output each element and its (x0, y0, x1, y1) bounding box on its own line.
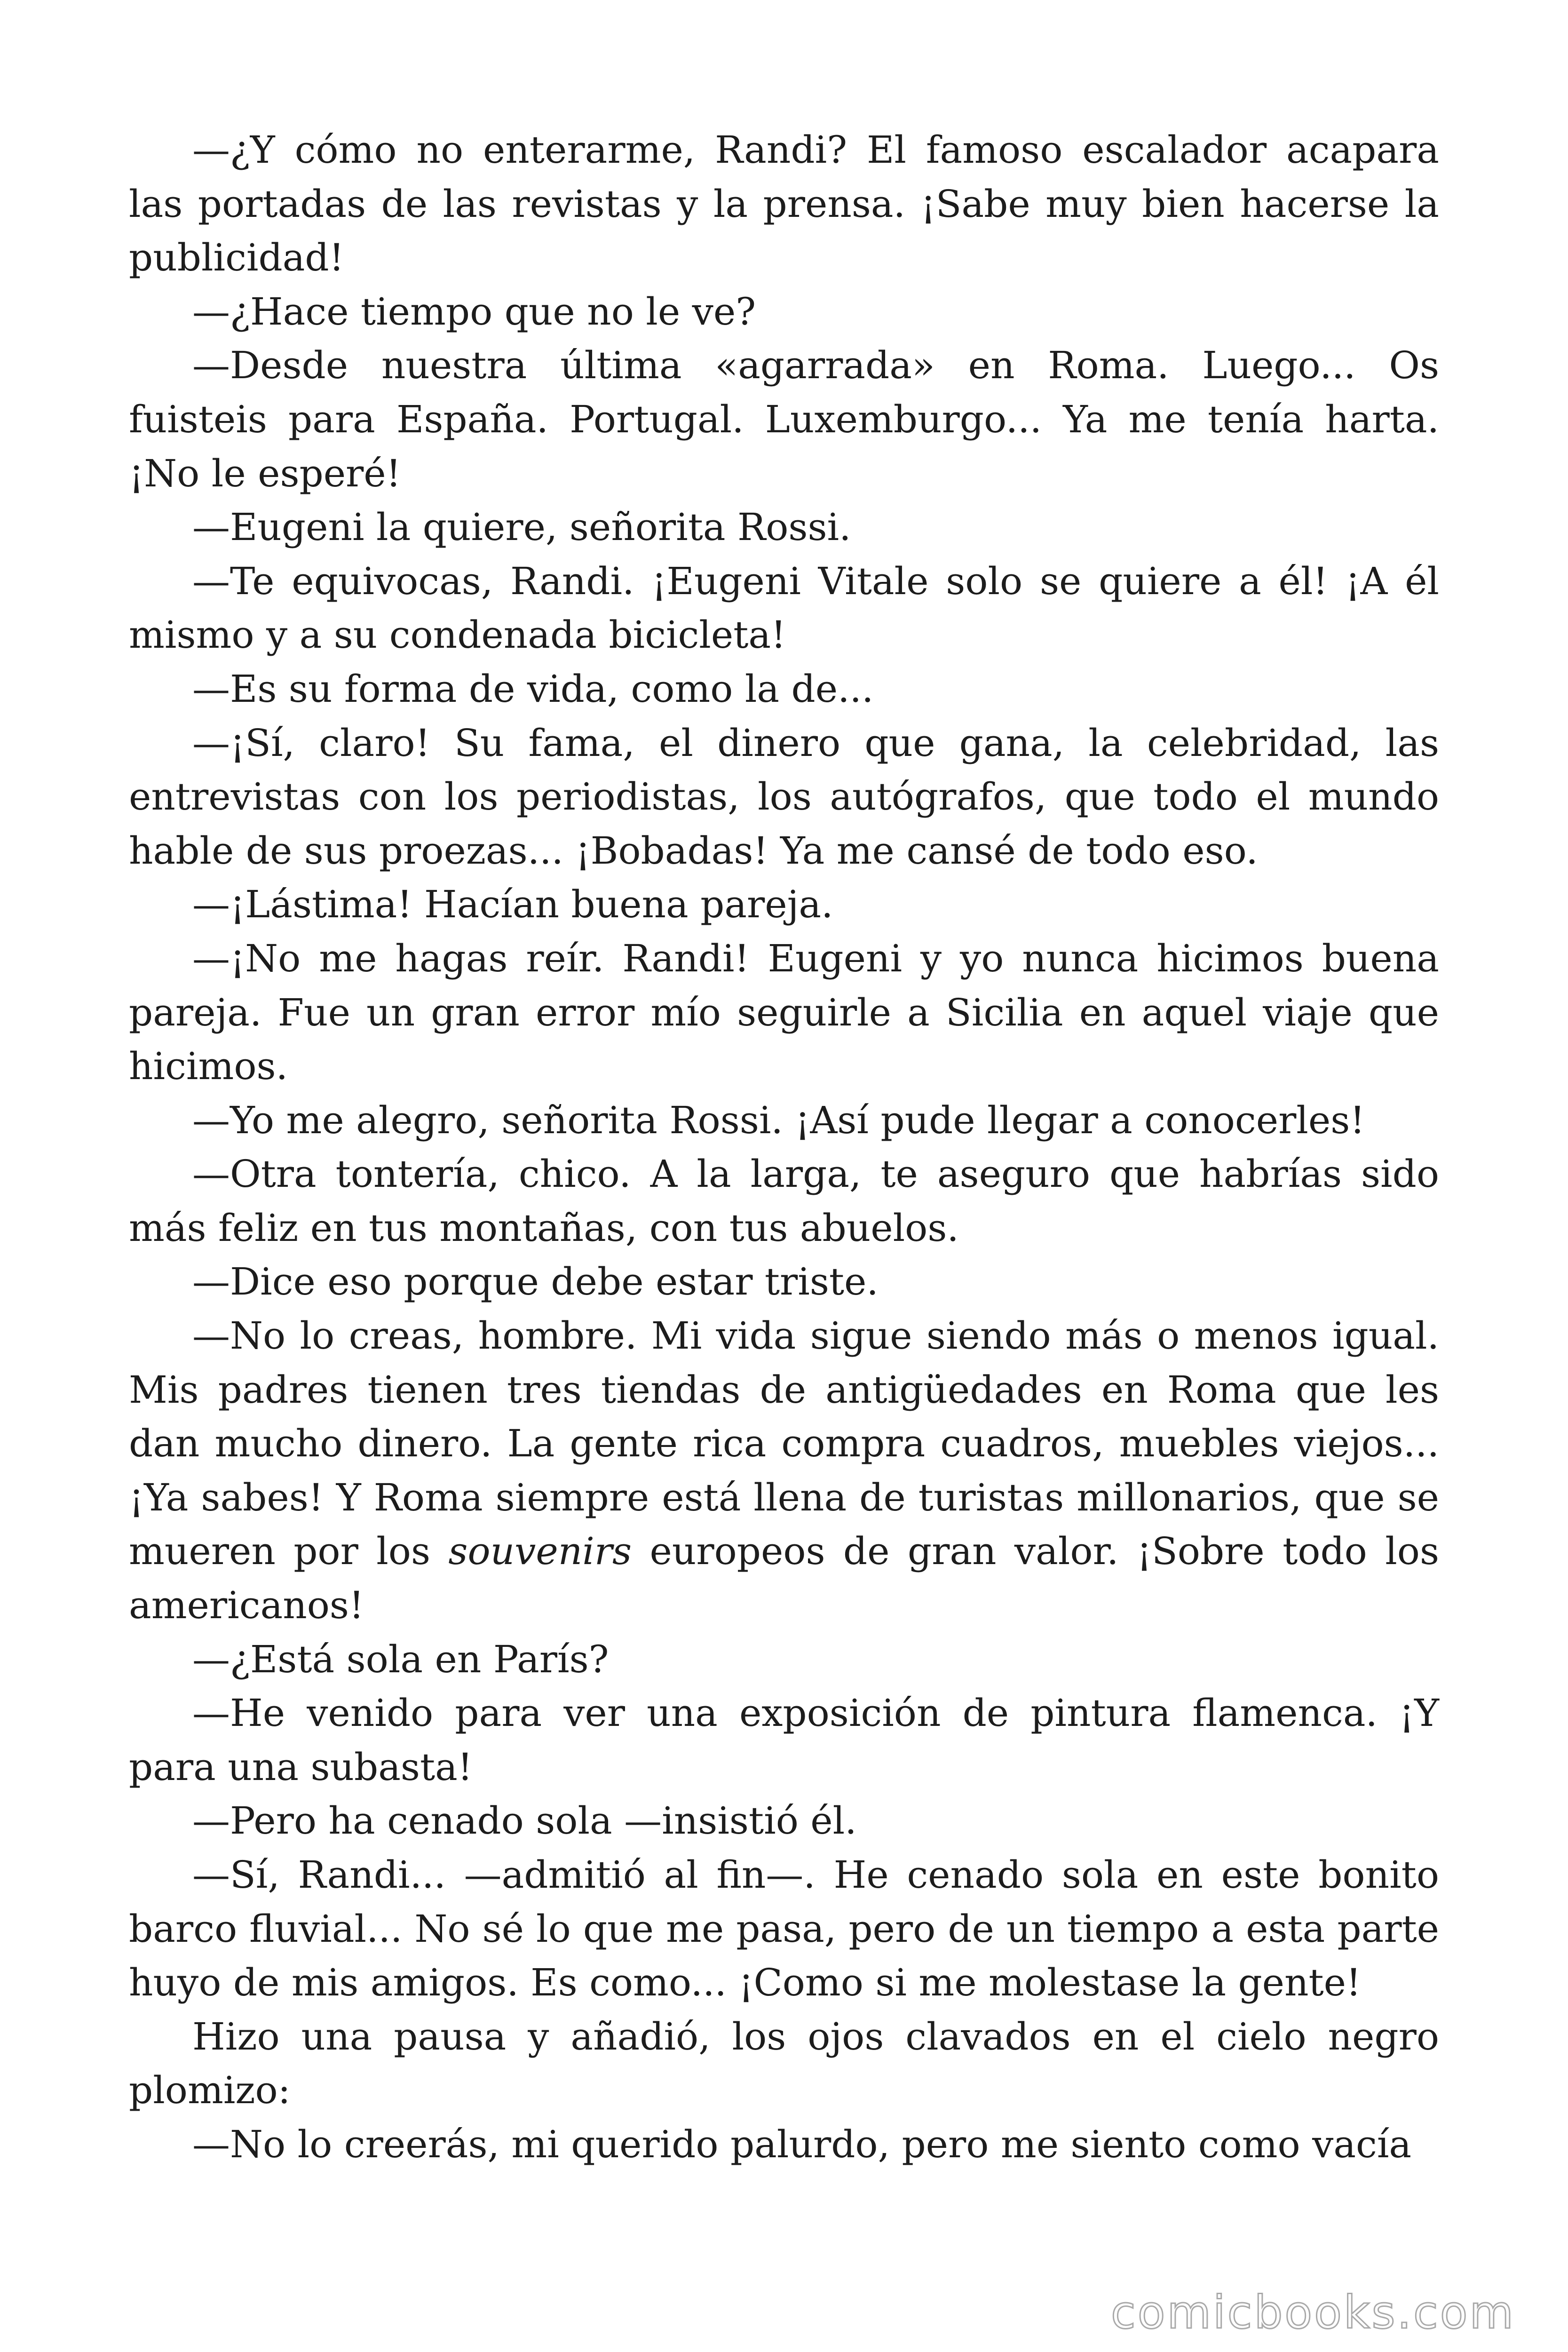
paragraph-15: —He venido para ver una exposición de pintura flamenca. ¡Y para una subasta! (129, 1691, 1439, 1789)
paragraph-2: —¿Hace tiempo que no le ve? (192, 289, 756, 334)
body-text (129, 123, 1439, 2172)
paragraph-19: —No lo creerás, mi querido palurdo, pero me siento como vacía (192, 2122, 1412, 2166)
paragraph-11: —Otra tontería, chico. A la larga, te aseguro que habrías sido más feliz en tus montañas, con tus abuelos. (129, 1152, 1439, 1250)
italic-word: souvenirs (448, 1529, 632, 1573)
paragraph-14: —¿Está sola en París? (192, 1637, 609, 1681)
paragraph-7: —¡Sí, claro! Su fama, el dinero que gana, la celebridad, las entrevistas con los periodistas, los autógrafos, que todo el mundo hable de sus proezas... ¡Bobadas! Ya me cansé de todo eso. (129, 721, 1439, 873)
paragraph-8: —¡Lástima! Hacían buena pareja. (192, 882, 833, 927)
paragraph-17: —Sí, Randi... —admitió al fin—. He cenado sola en este bonito barco fluvial... No sé lo que me pasa, pero de un tiempo a esta parte huyo de mis amigos. Es como... ¡Como si me molestase la gente! (129, 1853, 1439, 2005)
paragraph-6: —Es su forma de vida, como la de... (192, 667, 874, 711)
paragraph-1: —¿Y cómo no enterarme, Randi? El famoso escalador acapara las portadas de las revistas y la prensa. ¡Sabe muy bien hacerse la publicidad! (129, 128, 1439, 280)
paragraph-3: —Desde nuestra última «agarrada» en Roma. Luego... Os fuisteis para España. Portugal. Luxemburgo... Ya me tenía harta. ¡No le esperé! (129, 343, 1439, 495)
watermark: comicbooks.com (1110, 2286, 1515, 2339)
paragraph-13: —No lo creas, hombre. Mi vida sigue siendo más o menos igual. Mis padres tienen tres tiendas de antigüedades en Roma que les dan mucho dinero. La gente rica compra cuadros, muebles viejos... ¡Ya sabes! Y Roma siempre está llena de turistas millonarios, que se mueren por los souvenirs europeos de gran valor. ¡Sobre todo los americanos! (129, 1314, 1440, 1628)
paragraph-16: —Pero ha cenado sola —insistió él. (192, 1799, 857, 1843)
paragraph-10: —Yo me alegro, señorita Rossi. ¡Así pude llegar a conocerles! (192, 1098, 1365, 1142)
paragraph-9: —¡No me hagas reír. Randi! Eugeni y yo nunca hicimos buena pareja. Fue un gran error mío seguirle a Sicilia en aquel viaje que hicimos. (129, 936, 1439, 1089)
paragraph-12: —Dice eso porque debe estar triste. (192, 1260, 879, 1304)
paragraph-5: —Te equivocas, Randi. ¡Eugeni Vitale solo se quiere a él! ¡A él mismo y a su condenada bicicleta! (129, 559, 1439, 657)
paragraph-4: —Eugeni la quiere, señorita Rossi. (192, 505, 851, 549)
paragraph-18: Hizo una pausa y añadió, los ojos clavados en el cielo negro plomizo: (129, 2014, 1439, 2113)
